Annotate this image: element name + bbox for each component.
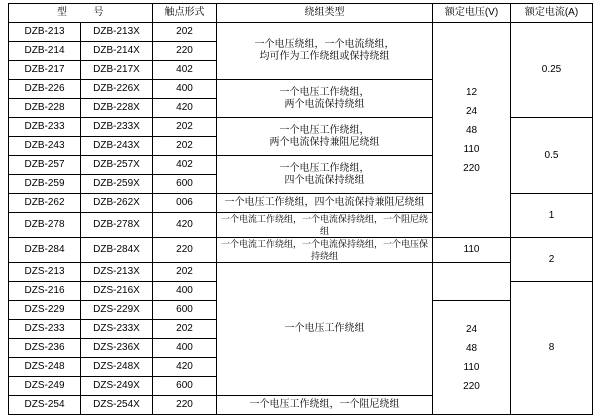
column-header-model: [9, 4, 153, 23]
cell-model-2: DZS-233X: [81, 320, 153, 339]
cell-contact-form: 420: [153, 213, 217, 238]
cell-model-2: DZS-216X: [81, 282, 153, 301]
cell-contact-form: 400: [153, 339, 217, 358]
cell-rated-voltage: 110: [433, 238, 511, 263]
cell-model-1: DZB-262: [9, 194, 81, 213]
cell-rated-voltage: [433, 263, 511, 301]
cell-rated-current: 0.5: [511, 118, 593, 194]
cell-winding-type: 一个电压绕组，一个电流绕组， 均可作为工作绕组或保持绕组: [217, 23, 433, 80]
cell-model-1: DZB-228: [9, 99, 81, 118]
cell-model-1: DZB-257: [9, 156, 81, 175]
cell-model-2: DZS-213X: [81, 263, 153, 282]
cell-model-1: DZS-216: [9, 282, 81, 301]
cell-model-1: DZS-249: [9, 377, 81, 396]
cell-contact-form: 202: [153, 320, 217, 339]
cell-model-1: DZB-243: [9, 137, 81, 156]
table-row: [9, 263, 593, 282]
cell-model-1: DZS-233: [9, 320, 81, 339]
cell-contact-form: 600: [153, 377, 217, 396]
cell-contact-form: 220: [153, 396, 217, 415]
cell-winding-type: 一个电压工作绕组，四个电流保持兼阻尼绕组: [217, 194, 433, 213]
cell-contact-form: 400: [153, 282, 217, 301]
cell-contact-form: 420: [153, 99, 217, 118]
cell-contact-form: 006: [153, 194, 217, 213]
cell-contact-form: 202: [153, 23, 217, 42]
cell-model-2: DZS-248X: [81, 358, 153, 377]
cell-model-1: DZS-213: [9, 263, 81, 282]
cell-model-2: DZS-229X: [81, 301, 153, 320]
specification-table: [8, 3, 593, 415]
cell-model-2: DZB-214X: [81, 42, 153, 61]
continued-table-label: [8, 0, 592, 2]
cell-model-2: DZB-213X: [81, 23, 153, 42]
cell-contact-form: 202: [153, 118, 217, 137]
column-header-model-left: 型: [57, 7, 68, 18]
cell-model-1: DZS-248: [9, 358, 81, 377]
cell-contact-form: 600: [153, 175, 217, 194]
column-header-contact-form: 触点形式: [153, 4, 217, 23]
column-header-model-right: 号: [93, 7, 104, 18]
cell-model-1: DZB-214: [9, 42, 81, 61]
cell-contact-form: 202: [153, 263, 217, 282]
cell-winding-type: 一个电压工作绕组， 两个电流保持绕组: [217, 80, 433, 118]
cell-winding-type: 一个电压工作绕组， 两个电流保持兼阻尼绕组: [217, 118, 433, 156]
cell-model-1: DZS-254: [9, 396, 81, 415]
cell-contact-form: 220: [153, 238, 217, 263]
cell-contact-form: 402: [153, 61, 217, 80]
cell-winding-type: 一个电流工作绕组，一个电流保持绕组，一个阻尼绕组: [217, 213, 433, 238]
cell-model-2: DZS-236X: [81, 339, 153, 358]
cell-model-2: DZS-249X: [81, 377, 153, 396]
cell-model-1: DZB-213: [9, 23, 81, 42]
cell-model-2: DZB-259X: [81, 175, 153, 194]
cell-contact-form: 202: [153, 137, 217, 156]
cell-winding-type: 一个电压工作绕组，一个阻尼绕组: [217, 396, 433, 415]
cell-winding-type: 一个电流工作绕组，一个电流保持绕组，一个电压保持绕组: [217, 238, 433, 263]
cell-model-2: DZB-228X: [81, 99, 153, 118]
cell-rated-voltage: 12 24 48 110 220: [433, 23, 511, 238]
cell-winding-type: 一个电压工作绕组: [217, 263, 433, 396]
cell-model-2: DZB-243X: [81, 137, 153, 156]
cell-model-1: DZS-229: [9, 301, 81, 320]
cell-model-1: DZB-226: [9, 80, 81, 99]
cell-rated-current: 0.25: [511, 23, 593, 118]
cell-model-2: DZB-226X: [81, 80, 153, 99]
cell-contact-form: 420: [153, 358, 217, 377]
cell-contact-form: 600: [153, 301, 217, 320]
cell-model-2: DZB-262X: [81, 194, 153, 213]
table-row: [9, 23, 593, 42]
cell-model-2: DZB-257X: [81, 156, 153, 175]
cell-model-1: DZB-233: [9, 118, 81, 137]
cell-model-1: DZB-278: [9, 213, 81, 238]
cell-model-1: DZB-217: [9, 61, 81, 80]
cell-model-2: DZS-254X: [81, 396, 153, 415]
column-header-rated-current: 额定电流(A): [511, 4, 593, 23]
cell-model-1: DZB-284: [9, 238, 81, 263]
table-row: [9, 238, 593, 263]
cell-rated-voltage: 24 48 110 220: [433, 301, 511, 415]
cell-model-2: DZB-278X: [81, 213, 153, 238]
table-header: [9, 4, 593, 23]
column-header-winding-type: 绕组类型: [217, 4, 433, 23]
cell-contact-form: 220: [153, 42, 217, 61]
cell-model-1: DZS-236: [9, 339, 81, 358]
cell-model-1: DZB-259: [9, 175, 81, 194]
table-header-row: [9, 4, 593, 23]
cell-model-2: DZB-217X: [81, 61, 153, 80]
cell-model-2: DZB-284X: [81, 238, 153, 263]
cell-contact-form: 400: [153, 80, 217, 99]
column-header-rated-voltage: 额定电压(V): [433, 4, 511, 23]
cell-contact-form: 402: [153, 156, 217, 175]
cell-winding-type: 一个电压工作绕组， 四个电流保持绕组: [217, 156, 433, 194]
cell-rated-current: 1: [511, 194, 593, 238]
cell-model-2: DZB-233X: [81, 118, 153, 137]
cell-rated-current: 2: [511, 238, 593, 282]
cell-rated-current: 8: [511, 282, 593, 415]
table-body: [9, 23, 593, 415]
